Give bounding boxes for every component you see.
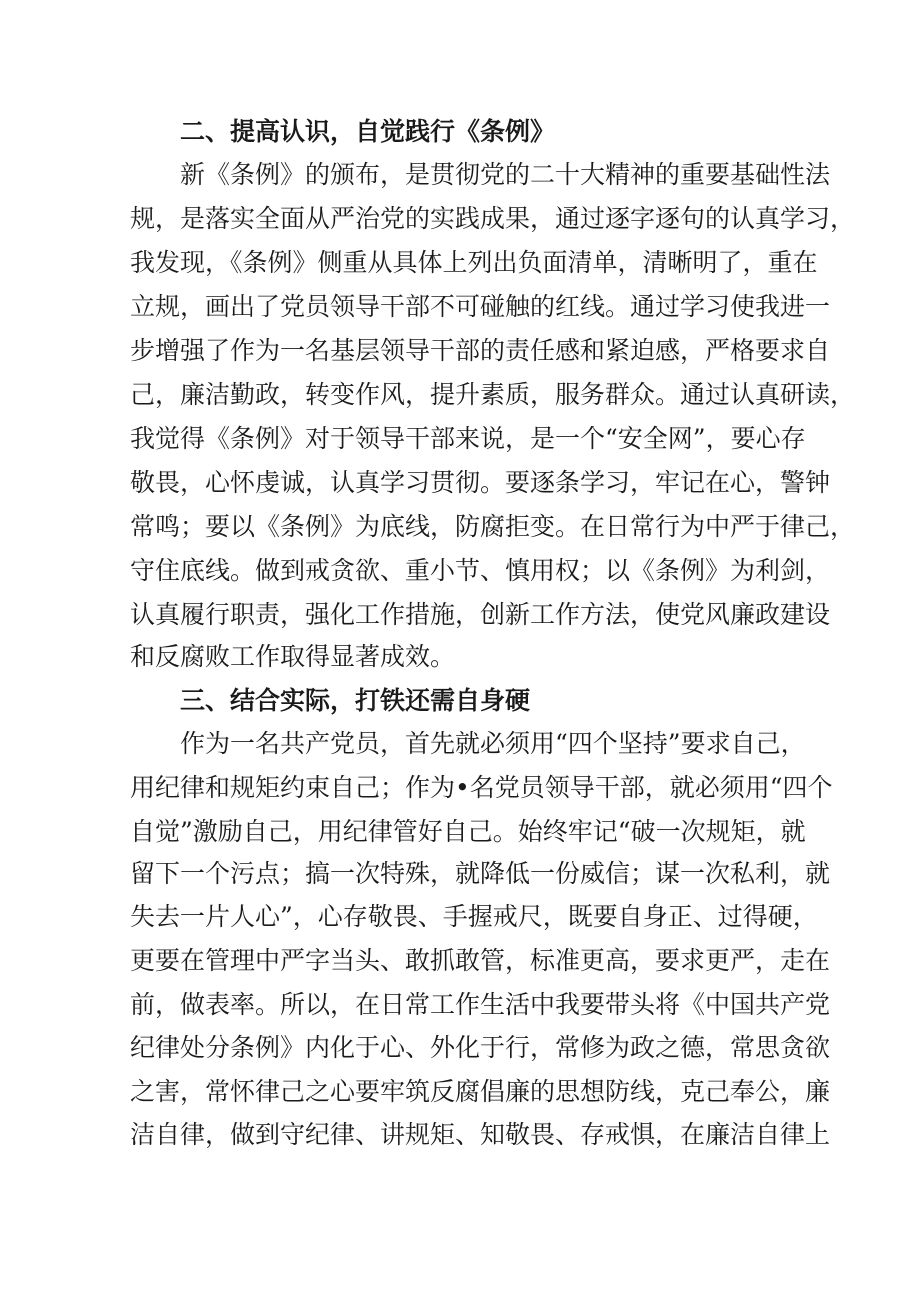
paragraph-line: 前，做表率。所以，在日常工作生活中我要带头将《中国共产党	[130, 990, 831, 1019]
paragraph-line: 立规，画出了党员领导干部不可碰触的红线。通过学习使我进一	[130, 292, 831, 321]
paragraph-line: 常鸣；要以《条例》为底线，防腐拒变。在日常行为中严于律己，	[130, 512, 856, 541]
paragraph-line: 新《条例》的颁布，是贯彻党的二十大精神的重要基础性法	[180, 160, 831, 189]
paragraph-line: 自觉”激励自己，用纪律管好自己。始终牢记“破一次规矩，就	[130, 817, 806, 846]
paragraph-line: 更要在管理中严字当头、敢抓敢管，标准更高，要求更严，走在	[130, 946, 831, 975]
paragraph-line: 洁自律，做到守纪律、讲规矩、知敬畏、存戒惧，在廉洁自律上	[130, 1120, 831, 1149]
paragraph-line: 纪律处分条例》内化于心、外化于行，常修为政之德，常思贪欲	[130, 1033, 831, 1062]
paragraph-line: 之害，常怀律己之心要牢筑反腐倡廉的思想防线，克己奉公，廉	[130, 1077, 831, 1106]
paragraph-line: 敬畏，心怀虔诚，认真学习贯彻。要逐条学习，牢记在心，警钟	[130, 468, 831, 497]
section2-heading: 二、提高认识，自觉践行《条例》	[180, 117, 556, 146]
paragraph-line-last: 和反腐败工作取得显著成效。	[130, 642, 456, 671]
paragraph-line: 我发现，《条例》侧重从具体上列出负面清单，清晰明了，重在	[130, 248, 818, 277]
paragraph-line: 己，廉洁勤政，转变作风，提升素质，服务群众。通过认真研读，	[130, 380, 856, 409]
paragraph-line: 认真履行职责，强化工作措施，创新工作方法，使党风廉政建设	[130, 600, 831, 629]
paragraph-line: 步增强了作为一名基层领导干部的责任感和紧迫感，严格要求自	[130, 336, 831, 365]
paragraph-line: 我觉得《条例》对于领导干部来说，是一个“安全网”，要心存	[130, 424, 806, 453]
paragraph-line: 规，是落实全面从严治党的实践成果，通过逐字逐句的认真学习，	[130, 204, 856, 233]
paragraph-line: 失去一片人心”，心存敬畏、手握戒尺，既要自身正、过得硬，	[130, 902, 818, 931]
section3-heading: 三、结合实际，打铁还需自身硬	[180, 686, 531, 715]
paragraph-line: 用纪律和规矩约束自己；作为•名党员领导干部，就必须用“四个	[130, 773, 833, 802]
paragraph-line: 作为一名共产党员，首先就必须用“四个坚持”要求自己，	[180, 729, 806, 758]
paragraph-line: 守住底线。做到戒贪欲、重小节、慎用权；以《条例》为利剑，	[130, 556, 831, 585]
paragraph-line: 留下一个污点；搞一次特殊，就降低一份威信；谋一次私利，就	[130, 859, 831, 888]
